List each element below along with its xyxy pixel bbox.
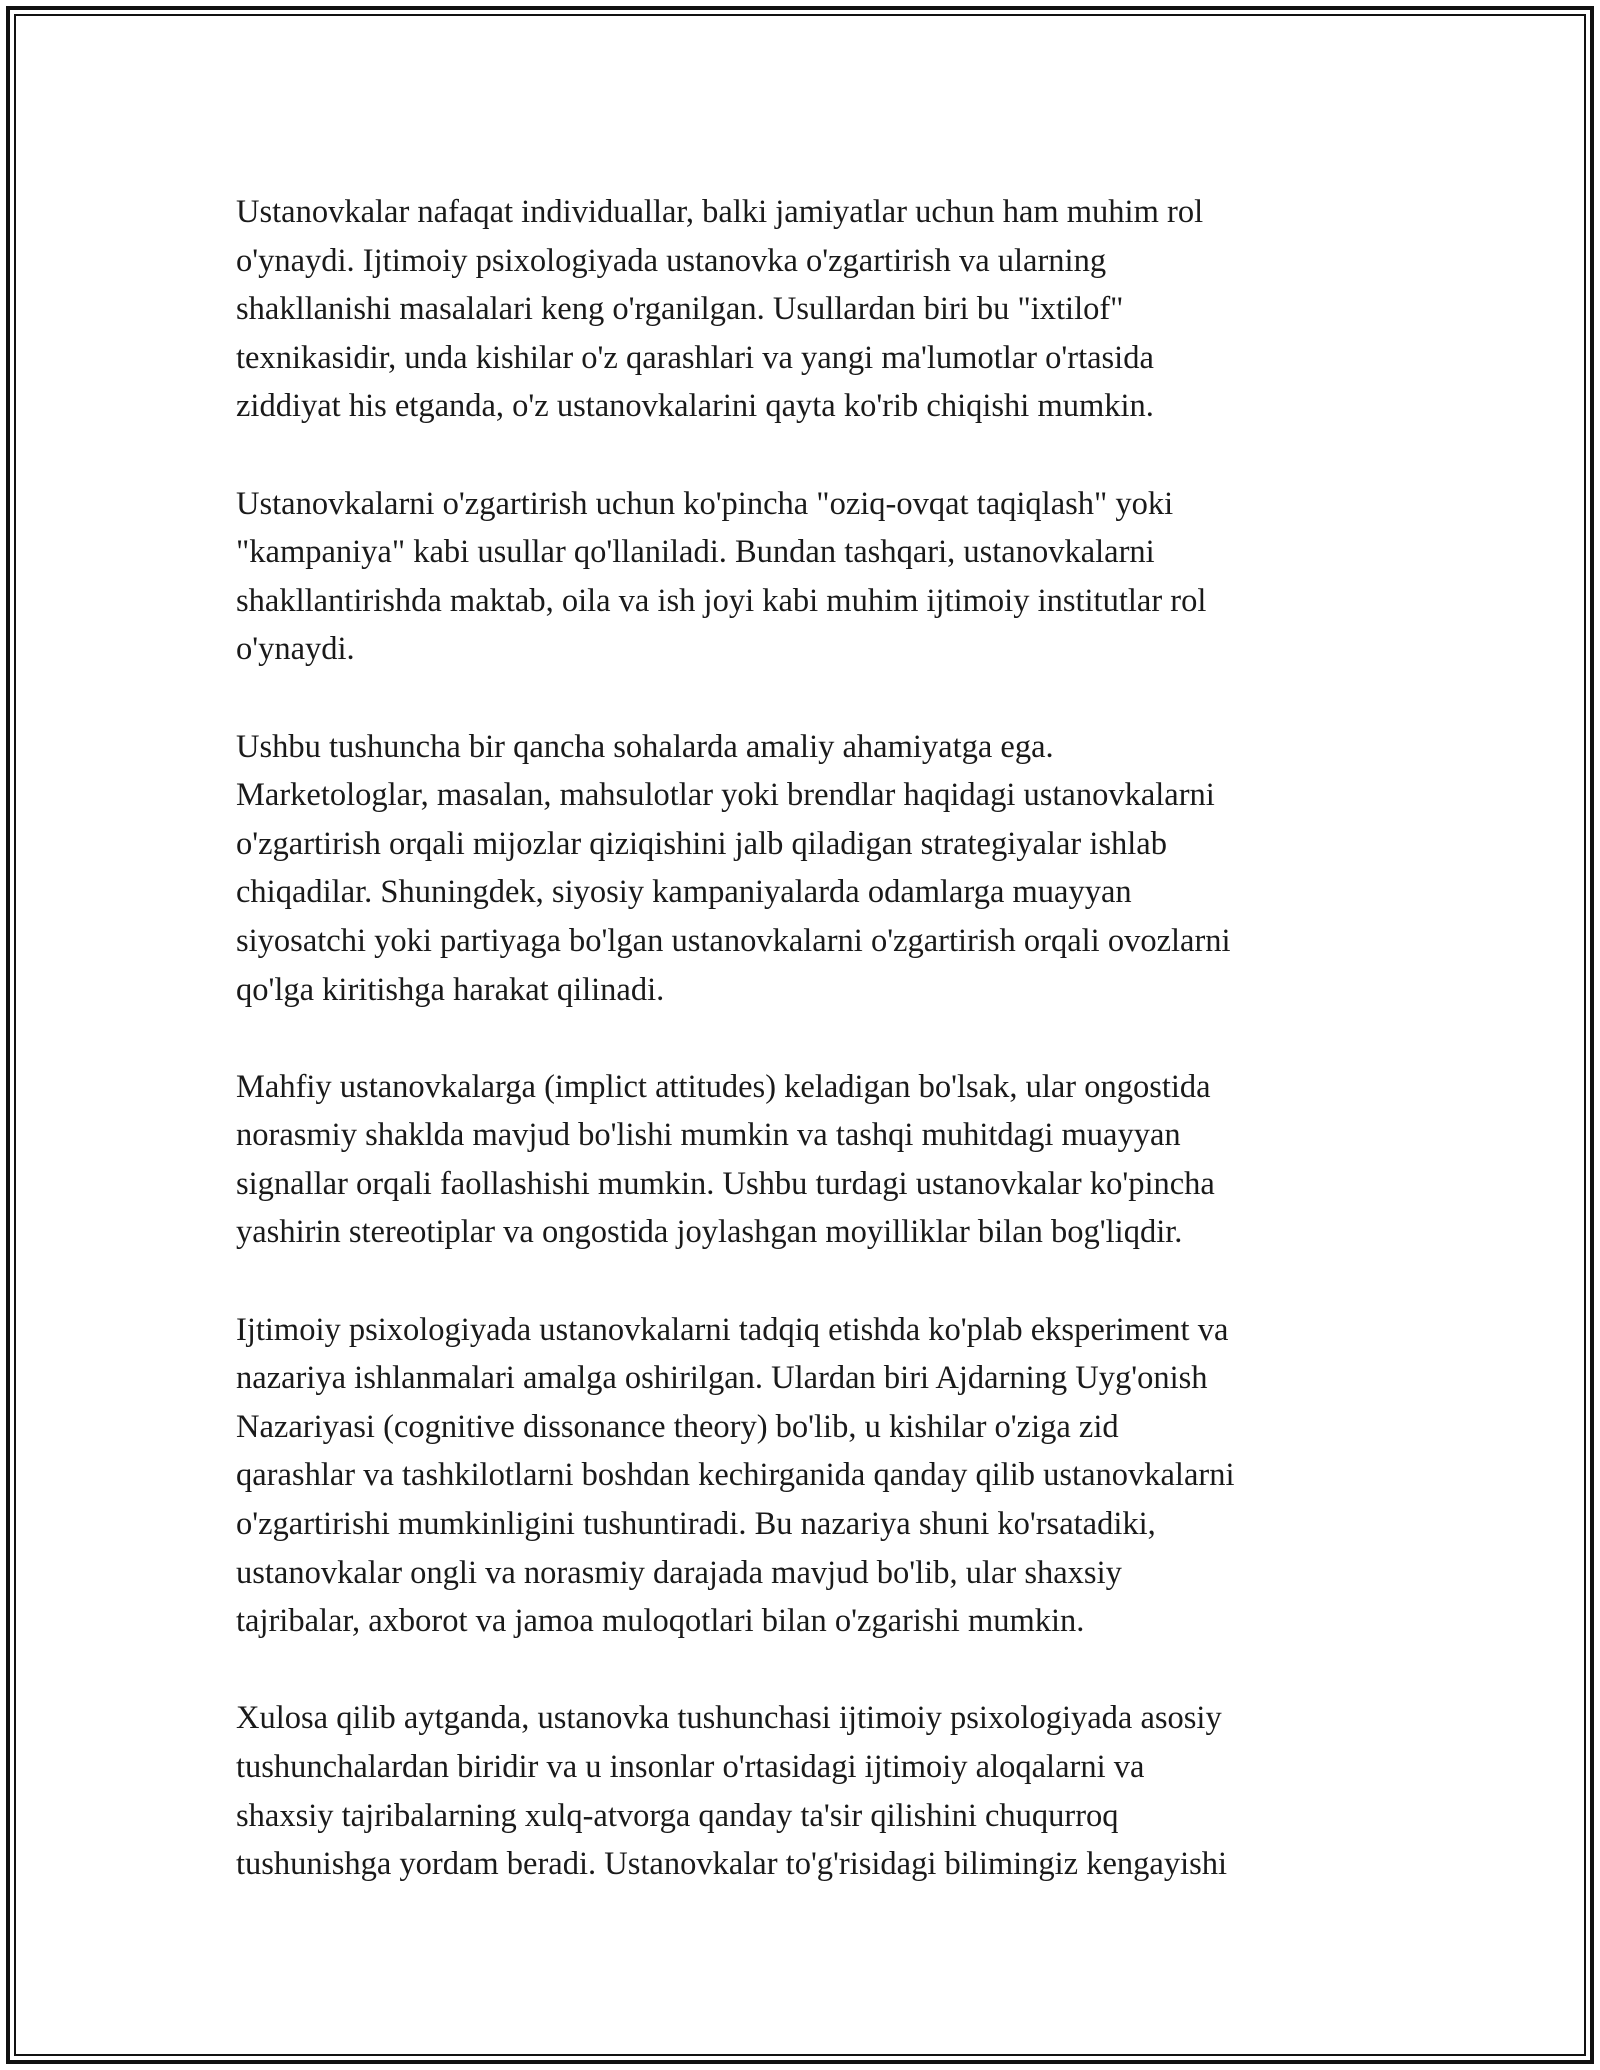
document-body [236, 188, 1376, 1937]
paragraph-5: Ijtimoiy psixologiyada ustanovkalarni tadqiq etishda ko'plab eksperiment va nazariya ishlanmalari amalga oshirilgan. Ulardan biri Ajdarning Uyg'onish Nazariyasi (cognitive dissonance theory) bo'lib, u kishilar o'ziga zid qarashlar va tashkilotlarni boshdan kechirganida qanday qilib ustanovkalarni o'zgartirishi mumkinligini tushuntiradi. Bu nazariya shuni ko'rsatadiki, ustanovkalar ongli va norasmiy darajada mavjud bo'lib, ular shaxsiy tajribalar, axborot va jamoa muloqotlari bilan o'zgarishi mumkin. [236, 1311, 1235, 1640]
paragraph-4: Mahfiy ustanovkalarga (implict attitudes) keladigan bo'lsak, ular ongostida norasmiy shaklda mavjud bo'lishi mumkin va tashqi muhitdagi muayyan signallar orqali faollashishi mumkin. Ushbu turdagi ustanovkalar ko'pincha yashirin stereotiplar va ongostida joylashgan moyilliklar bilan bog'liqdir. [236, 1068, 1215, 1251]
paragraph-2: Ustanovkalarni o'zgartirish uchun ko'pincha "oziq-ovqat taqiqlash" yoki "kampaniya" kabi usullar qo'llaniladi. Bundan tashqari, ustanovkalarni shakllantirishda maktab, oila va ish joyi kabi muhim ijtimoiy institutlar rol o'ynaydi. [236, 485, 1207, 668]
paragraph-3: Ushbu tushuncha bir qancha sohalarda amaliy ahamiyatga ega. Marketologlar, masalan, mahsulotlar yoki brendlar haqidagi ustanovkalarni o'zgartirish orqali mijozlar qiziqishini jalb qiladigan strategiyalar ishlab chiqadilar. Shuningdek, siyosiy kampaniyalarda odamlarga muayyan siyosatchi yoki partiyaga bo'lgan ustanovkalarni o'zgartirish orqali ovozlarni qo'lga kiritishga harakat qilinadi. [236, 728, 1231, 1008]
paragraph-6: Xulosa qilib aytganda, ustanovka tushunchasi ijtimoiy psixologiyada asosiy tushunchalardan biridir va u insonlar o'rtasidagi ijtimoiy aloqalarni va shaxsiy tajribalarning xulq-atvorga qanday ta'sir qilishini chuqurroq tushunishga yordam beradi. Ustanovkalar to'g'risidagi bilimingiz kengayishi [236, 1700, 1228, 1883]
paragraph-1: Ustanovkalar nafaqat individuallar, balki jamiyatlar uchun ham muhim rol o'ynaydi. Ijtimoiy psixologiyada ustanovka o'zgartirish va ularning shakllanishi masalalari keng o'rganilgan. Usullardan biri bu "ixtilof" texnikasidir, unda kishilar o'z qarashlari va yangi ma'lumotlar o'rtasida ziddiyat his etganda, o'z ustanovkalarini qayta ko'rib chiqishi mumkin. [236, 194, 1204, 425]
